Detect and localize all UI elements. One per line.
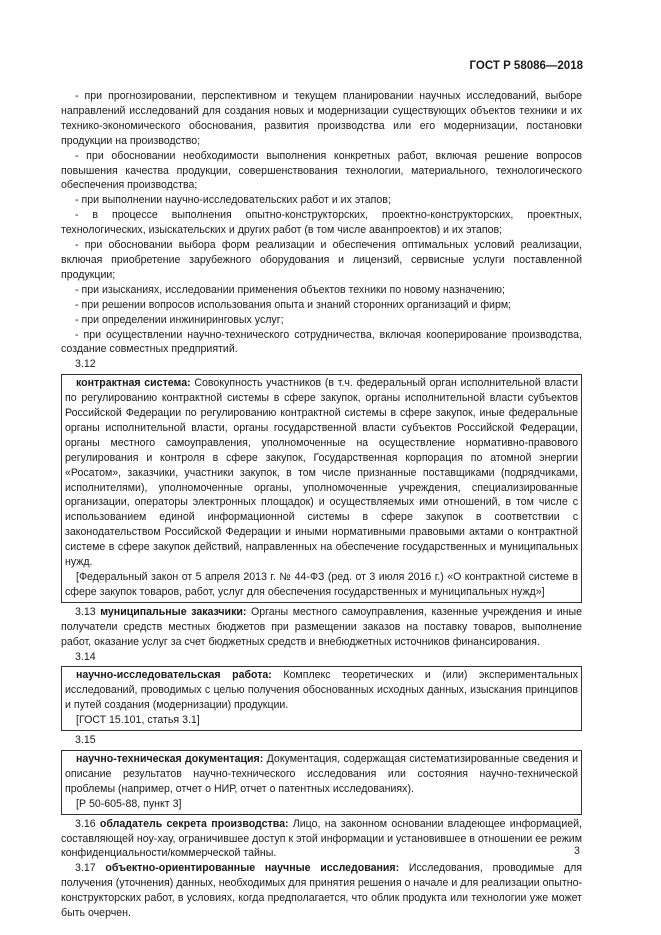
definition-text-3-12: Совокупность участников (в т.ч. федеральный орган исполнительной власти по регулированию контрактной системы в сфере закупок, органы исполнительной власти субъектов Российской Федерации по регулированию контрактной системы в сфере закупок, иные федеральные органы исполнительной власти, органы государственной власти субъектов Российской Федерации, органы местного самоуправления, уполномоченные на осуществление нормативно-правового регулирования и контроля в сфере закупок, Государственная корпорация по атомной энергии «Росатом», заказчики, участники закупок, в том числе признанные поставщиками (подрядчиками, исполнителями), уполномоченные органы, уполномоченные учреждения, специализированные организации, операторы электронных площадок) и осуществляемых ими отношений, в том числе с использованием единой информационной системы в сфере закупок в соответствии с законодательством Российской Федерации и иными нормативными правовыми актами о контрактной системе в сфере закупок действий, направленных на обеспечение государственных и муниципальных нужд. — [65, 377, 578, 569]
list-item: - при определении инжиниринговых услуг; — [75, 313, 284, 326]
definition-text-3-17: Исследования, проводимые для получения (уточнения) данных, необходимых для принятия решения о начале и для реализации опытно-конструкторских работ, в условиях, когда предполагается, что облик продукта или технологии уже может быть очерчен. — [61, 862, 582, 920]
section-number-3-15: 3.15 — [75, 734, 96, 747]
list-item: - при осуществлении научно-технического сотрудничества, включая кооперирование производства, создание совместных предприятий. — [61, 328, 582, 356]
definition-box-3-15 — [61, 750, 582, 815]
term-3-16: обладатель секрета производства: — [99, 817, 289, 830]
list-item: - при решении вопросов использования опыта и знаний сторонних организаций и фирм; — [75, 298, 512, 311]
term-3-13: муниципальные заказчики: — [100, 605, 247, 618]
definition-3-13 — [61, 605, 582, 650]
definition-box-3-14 — [61, 666, 582, 731]
definition-3-12 — [65, 376, 578, 570]
section-number-3-12: 3.12 — [75, 358, 96, 371]
definition-3-17 — [61, 861, 582, 921]
definition-text-3-13: Органы местного самоуправления, казенные учреждения и иные получатели средств местных бюджетов при размещении заказов на поставку товаров, выполнение работ, оказание услуг за счет бюджетных средств и внебюджетных источников финансирования. — [61, 605, 583, 648]
definition-3-16 — [61, 817, 582, 862]
section-number-3-16: 3.16 — [75, 817, 96, 830]
definition-box-3-12 — [61, 374, 582, 603]
document-header: ГОСТ Р 58086—2018 — [469, 60, 583, 72]
definition-3-15 — [65, 752, 578, 797]
list-item: - при прогнозировании, перспективном и текущем планировании научных исследований, выборе направлений исследований для создания новых и модернизации существующих объектов техники и их технико-экономического обоснования, развития производства или его модернизации, постановки продукции на производство; — [61, 90, 582, 147]
page-content — [61, 89, 582, 921]
term-3-14: научно-исследовательская работа: — [76, 669, 272, 682]
source-reference-3-14: [ГОСТ 15.101, статья 3.1] — [76, 714, 200, 727]
definition-3-14 — [65, 668, 578, 713]
list-item: - при изысканиях, исследовании применения объектов техники по новому назначению; — [75, 283, 505, 296]
term-3-17: объектно-ориентированные научные исследования: — [105, 862, 400, 875]
section-number-3-13: 3.13 — [75, 605, 96, 618]
term-3-15: научно-техническая документация: — [76, 752, 264, 765]
definition-text-3-15: Документация, содержащая систематизированные сведения и описание результатов научно-технического исследования или состояния научно-технической проблемы (например, отчет о НИР, отчет о патентных исследованиях). — [65, 752, 578, 795]
section-number-3-17: 3.17 — [75, 862, 96, 875]
source-reference-3-12: [Федеральный закон от 5 апреля 2013 г. № 44-ФЗ (ред. от 3 июля 2016 г.) «О контрактной системе в сфере закупок товаров, работ, услуг для обеспечения государственных и муниципальных нужд»] — [65, 571, 578, 598]
term-3-12: контрактная система: — [76, 377, 191, 390]
section-number-3-14: 3.14 — [75, 650, 96, 663]
source-reference-3-15: [Р 50-605-88, пункт 3] — [76, 797, 182, 810]
list-item: - при обосновании необходимости выполнения конкретных работ, включая решение вопросов повышения качества продукции, совершенствования технологии, материального, технологического обеспечения производства; — [61, 149, 582, 192]
page-number: 3 — [574, 845, 580, 857]
definition-text-3-14: Комплекс теоретических и (или) экспериментальных исследований, проводимых с целью получения обоснованных исходных данных, изыскания принципов и путей создания (модернизации) продукции. — [65, 669, 578, 712]
definition-text-3-16: Лицо, на законном основании владеющее информацией, составляющей ноу-хау, ограничившее доступ к этой информации и установившее в отношении ее режим конфиденциальности/коммерческой тайны. — [61, 817, 582, 860]
list-item: - при выполнении научно-исследовательских работ и их этапов; — [75, 194, 391, 207]
list-item: - при обосновании выбора форм реализации и обеспечения оптимальных условий реализации, включая приобретение зарубежного оборудования и лицензий, сервисные услуги поставленной продукции; — [61, 239, 582, 281]
list-item: - в процессе выполнения опытно-конструкторских, проектно-конструкторских, проектных, технологических, изыскательских и других работ (в том числе аванпроектов) и их этапов; — [61, 209, 582, 237]
